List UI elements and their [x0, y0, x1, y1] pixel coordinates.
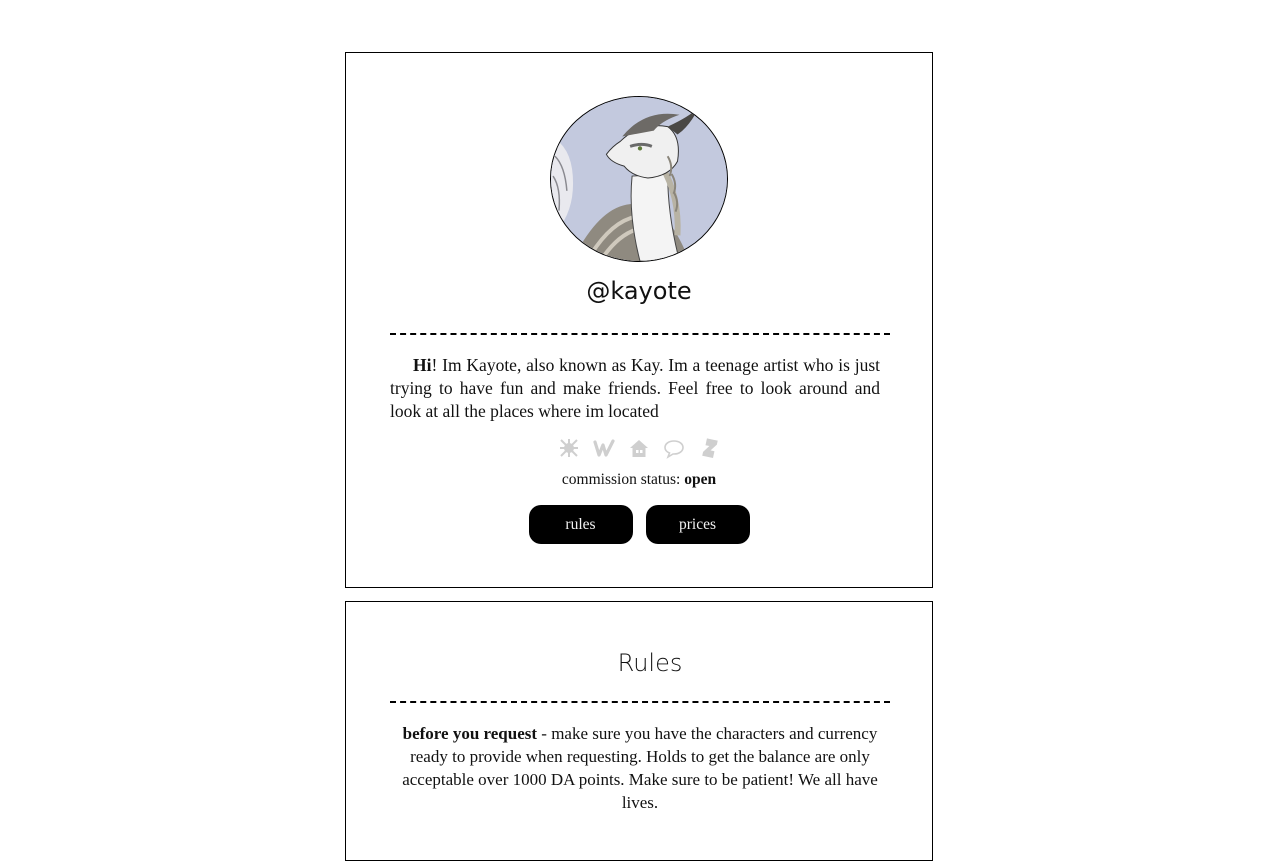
- bio: [390, 354, 880, 423]
- social-links: [346, 437, 932, 459]
- deviantart-icon[interactable]: [698, 437, 720, 459]
- rule-text: - make sure you have the characters and currency ready to provide when requesting. Holds to get the balance are only acceptable over 1000 DA points. Make sure to be patient! We all have lives.: [402, 724, 878, 812]
- rules-button[interactable]: rules: [529, 505, 633, 544]
- bio-text: ! Im Kayote, also known as Kay. Im a teenage artist who is just trying to have fun and make friends. Feel free to look around and look at all the places where im located: [390, 355, 880, 421]
- bio-greeting: Hi: [413, 355, 432, 375]
- dragon-avatar-image: [551, 97, 727, 261]
- home-icon[interactable]: [628, 437, 650, 459]
- commission-value: open: [684, 471, 717, 488]
- divider: [390, 333, 890, 335]
- rules-title: Rules: [617, 649, 683, 677]
- wattpad-icon[interactable]: [593, 437, 615, 459]
- commission-status: [346, 471, 932, 489]
- action-buttons: [346, 505, 932, 544]
- toyhouse-icon[interactable]: [558, 437, 580, 459]
- rule-item: [390, 722, 890, 814]
- rule-title: before you request: [402, 724, 538, 743]
- avatar: [550, 96, 728, 262]
- chat-bubble-icon[interactable]: [663, 437, 685, 459]
- commission-label: commission status:: [561, 471, 685, 488]
- profile-card: [345, 52, 933, 588]
- username: @kayote: [586, 277, 692, 305]
- divider: [390, 701, 890, 703]
- rules-card: [345, 601, 933, 861]
- prices-button[interactable]: prices: [646, 505, 750, 544]
